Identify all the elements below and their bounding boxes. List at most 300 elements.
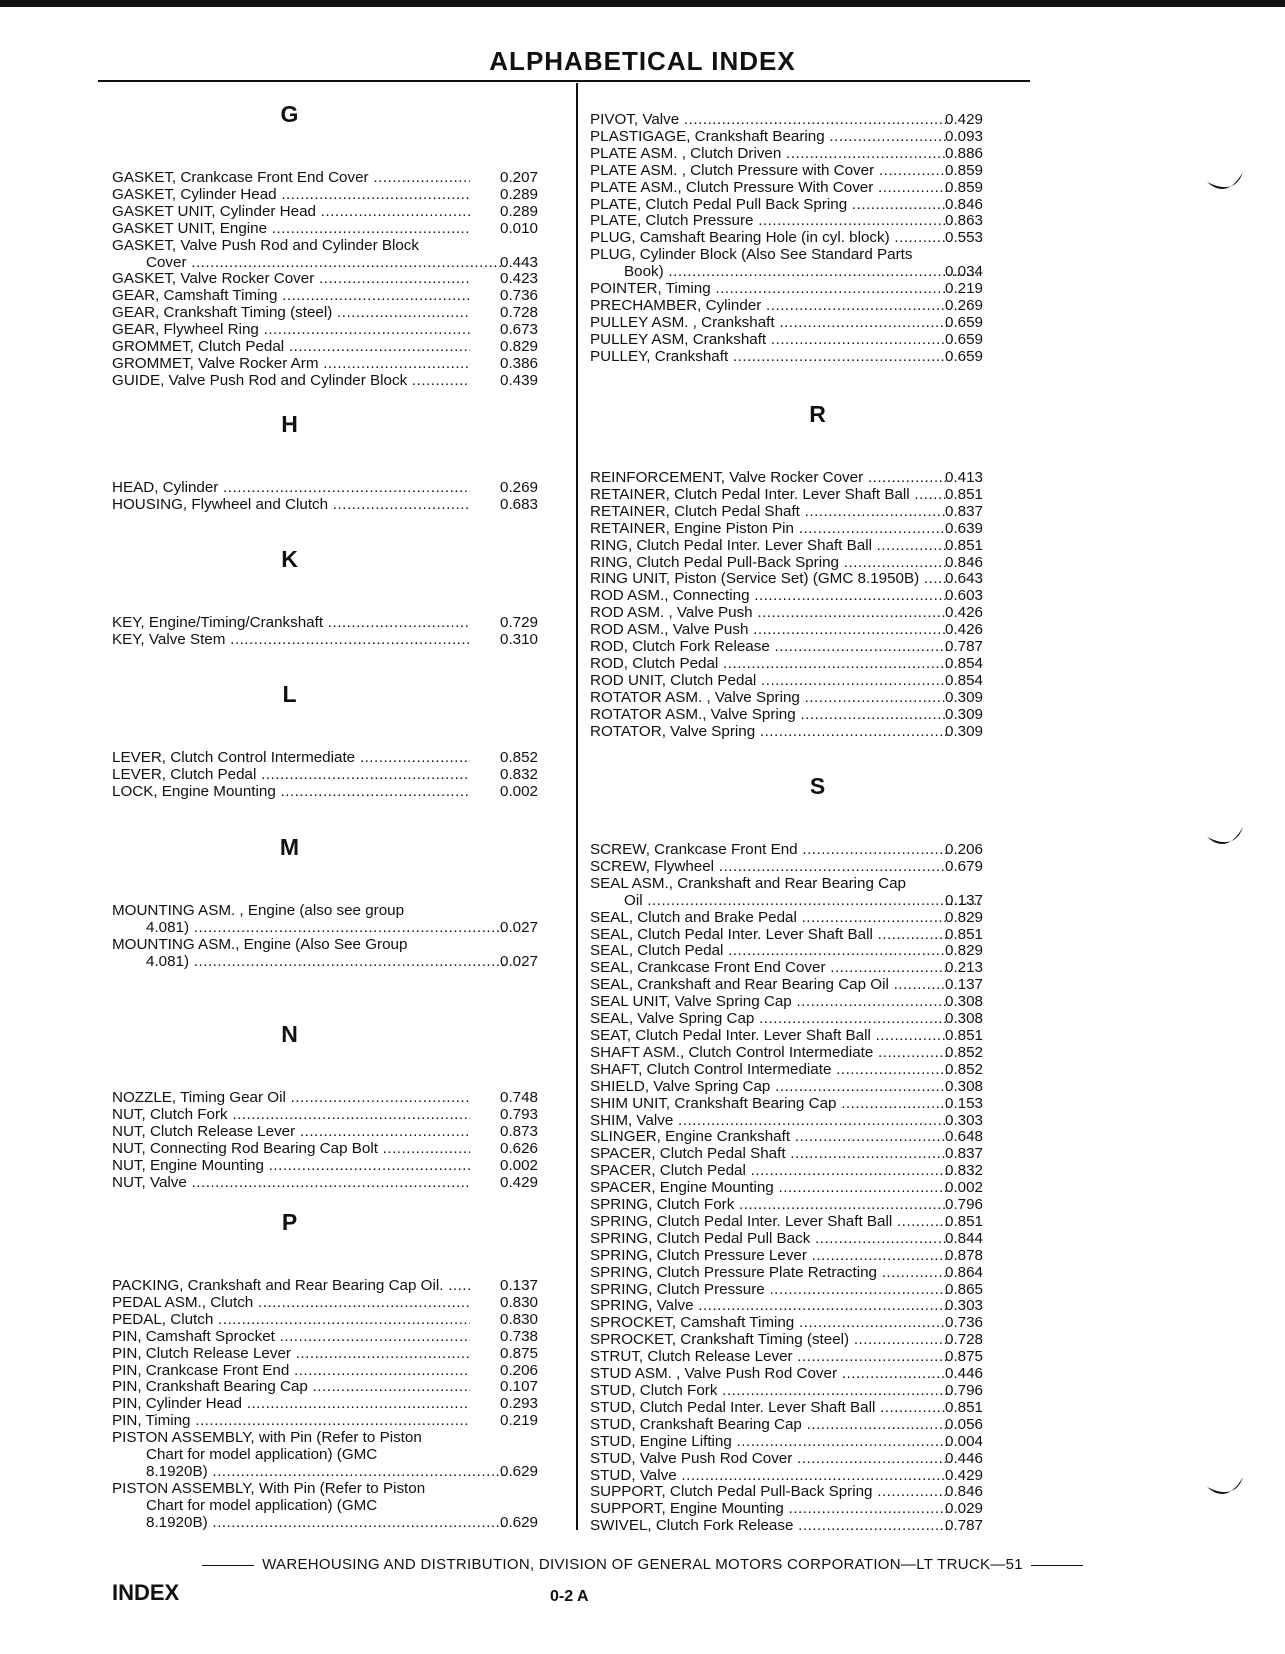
entry-page-ref: 0.829: [945, 908, 984, 926]
index-entry: [112, 1175, 572, 1192]
entry-name: 8.1920B) .....: [112, 1515, 504, 1532]
entry-page-ref: 0.859: [945, 178, 984, 196]
entry-name: PLUG, Cylinder Block (Also See Standard Parts: [590, 247, 913, 264]
entry-page-ref: 0.851: [945, 925, 984, 943]
entry-page-ref: 0.289: [500, 185, 539, 203]
entry-name: SPACER, Clutch Pedal Shaft .....: [590, 1146, 947, 1163]
entry-name: GROMMET, Valve Rocker Arm .....: [112, 356, 470, 373]
index-entry: [590, 538, 1045, 555]
entry-list: [112, 480, 572, 514]
entry-name: SEAL UNIT, Valve Spring Cap .....: [590, 994, 947, 1011]
index-entry: [112, 356, 572, 373]
entry-page-ref: 0.439: [500, 371, 539, 389]
index-entry: [112, 1481, 572, 1498]
index-entry: [590, 487, 1045, 504]
entry-page-ref: 0.673: [500, 321, 539, 339]
index-entry: [590, 656, 1045, 673]
entry-page-ref: 0.309: [945, 688, 984, 706]
index-entry: [590, 1451, 1045, 1468]
index-entry: [590, 639, 1045, 656]
section-p: [112, 1200, 572, 1532]
entry-name: PULLEY ASM. , Crankshaft .....: [590, 315, 947, 332]
index-entry: [112, 1295, 572, 1312]
entry-page-ref: 0.629: [500, 1513, 539, 1531]
index-entry: [112, 1413, 572, 1430]
entry-name: STUD ASM. , Valve Push Rod Cover .....: [590, 1366, 947, 1383]
index-entry: [112, 1379, 572, 1396]
index-entry: [590, 1214, 1045, 1231]
entry-name: STUD, Valve .....: [590, 1468, 947, 1485]
entry-page-ref: 0.851: [945, 536, 984, 554]
index-entry: [590, 1163, 1045, 1180]
entry-name: PIN, Crankcase Front End .....: [112, 1363, 470, 1380]
entry-name: SUPPORT, Clutch Pedal Pull-Back Spring .....: [590, 1484, 947, 1501]
index-entry: [112, 1141, 572, 1158]
entry-page-ref: 0.446: [945, 1365, 984, 1383]
index-entry: [590, 1079, 1045, 1096]
entry-name: ROD ASM. , Valve Push .....: [590, 605, 947, 622]
entry-name: SEAL, Crankcase Front End Cover .....: [590, 960, 947, 977]
entry-name: Chart for model application) (GMC: [146, 1497, 378, 1514]
entry-name: SEAL, Clutch and Brake Pedal .....: [590, 910, 947, 927]
entry-name: SHIM UNIT, Crankshaft Bearing Cap .....: [590, 1096, 947, 1113]
entry-name: PULLEY, Crankshaft .....: [590, 349, 947, 366]
entry-page-ref: 0.303: [945, 1297, 984, 1315]
entry-name: SEAL, Crankshaft and Rear Bearing Cap Oil .....: [590, 977, 947, 994]
index-entry: [112, 1430, 572, 1447]
entry-name: GASKET, Valve Push Rod and Cylinder Block: [112, 237, 419, 254]
entry-page-ref: 0.309: [945, 705, 984, 723]
entry-name: NUT, Engine Mounting .....: [112, 1158, 470, 1175]
entry-name: PIVOT, Valve .....: [590, 112, 947, 129]
entry-page-ref: 0.864: [945, 1263, 984, 1281]
index-entry: [590, 1400, 1045, 1417]
entry-page-ref: 0.429: [500, 1173, 539, 1191]
entry-name: PIN, Timing .....: [112, 1413, 470, 1430]
section-p-continued: [590, 112, 1045, 366]
entry-name: MOUNTING ASM. , Engine (also see group: [112, 903, 405, 919]
entry-page-ref: 0.153: [945, 1094, 984, 1112]
index-entry: [590, 859, 1045, 876]
index-entry: [112, 238, 572, 255]
entry-name: SPRING, Clutch Pressure .....: [590, 1282, 947, 1299]
column-divider: [576, 83, 578, 1530]
entry-page-ref: 0.659: [945, 347, 984, 365]
entry-name: SUPPORT, Engine Mounting .....: [590, 1501, 947, 1518]
entry-name: PLUG, Camshaft Bearing Hole (in cyl. block) .....: [590, 230, 947, 247]
entry-name: POINTER, Timing .....: [590, 281, 947, 298]
index-entry: [112, 1346, 572, 1363]
index-entry: [590, 927, 1045, 944]
index-entry: [590, 724, 1045, 741]
entry-name: GROMMET, Clutch Pedal .....: [112, 339, 470, 356]
entry-page-ref: 0.728: [945, 1331, 984, 1349]
index-entry: [112, 221, 572, 238]
entry-page-ref: 0.829: [945, 942, 984, 960]
entry-name: SPRING, Clutch Pedal Pull Back .....: [590, 1231, 947, 1248]
entry-name: STRUT, Clutch Release Lever .....: [590, 1349, 947, 1366]
entry-name: SHIM, Valve .....: [590, 1113, 947, 1130]
section-k: [112, 537, 572, 649]
entry-list: [112, 903, 572, 971]
index-entry: [590, 1231, 1045, 1248]
entry-page-ref: 0.219: [500, 1412, 539, 1430]
entry-page-ref: 0.308: [945, 1077, 984, 1095]
index-entry: [112, 1090, 572, 1107]
entry-name: RING, Clutch Pedal Pull-Back Spring .....: [590, 555, 947, 572]
entry-page-ref: 0.736: [500, 287, 539, 305]
index-entry: [590, 1315, 1045, 1332]
index-entry: [590, 1096, 1045, 1113]
section-letter: R: [809, 401, 826, 427]
entry-name: PIN, Camshaft Sprocket .....: [112, 1329, 470, 1346]
index-entry: [590, 1197, 1045, 1214]
index-entry: [112, 1515, 572, 1532]
entry-page-ref: 0.107: [500, 1378, 539, 1396]
section-letter: H: [281, 411, 298, 437]
entry-page-ref: 0.829: [500, 338, 539, 356]
index-entry: [112, 305, 572, 322]
index-entry: [590, 298, 1045, 315]
entry-name: ROD UNIT, Clutch Pedal .....: [590, 673, 947, 690]
index-entry: [112, 1498, 572, 1515]
entry-page-ref: 0.851: [945, 1212, 984, 1230]
index-entry: [590, 1349, 1045, 1366]
entry-page-ref: 0.002: [500, 1156, 539, 1174]
footer-text: WAREHOUSING AND DISTRIBUTION, DIVISION OF GENERAL MOTORS CORPORATION—LT TRUCK—51: [262, 1556, 1023, 1573]
entry-name: PIN, Clutch Release Lever .....: [112, 1346, 470, 1363]
index-entry: [590, 213, 1045, 230]
entry-page-ref: 0.846: [945, 1483, 984, 1501]
entry-page-ref: 0.846: [945, 553, 984, 571]
entry-name: ROTATOR, Valve Spring .....: [590, 724, 947, 741]
index-entry: [590, 1366, 1045, 1383]
entry-page-ref: 0.852: [945, 1043, 984, 1061]
entry-list: [590, 470, 1045, 741]
index-entry: [112, 288, 572, 305]
index-entry: [112, 497, 572, 514]
index-entry: [112, 750, 572, 767]
entry-page-ref: 0.837: [945, 1145, 984, 1163]
index-entry: [112, 170, 572, 187]
entry-name: STUD, Valve Push Rod Cover .....: [590, 1451, 947, 1468]
index-entry: [112, 204, 572, 221]
index-entry: [590, 1501, 1045, 1518]
index-entry: [590, 1282, 1045, 1299]
entry-page-ref: 0.603: [945, 587, 984, 605]
entry-page-ref: 0.846: [945, 195, 984, 213]
section-letter: N: [281, 1021, 298, 1047]
index-entry: [112, 784, 572, 801]
index-entry: [590, 943, 1045, 960]
entry-page-ref: 0.309: [945, 722, 984, 740]
entry-page-ref: 0.137: [945, 976, 984, 994]
section-n: [112, 1012, 572, 1191]
entry-page-ref: 0.648: [945, 1128, 984, 1146]
index-entry: [590, 605, 1045, 622]
section-s: [590, 764, 1045, 1535]
entry-name: ROTATOR ASM., Valve Spring .....: [590, 707, 947, 724]
entry-page-ref: 0.293: [500, 1395, 539, 1413]
index-entry: [590, 571, 1045, 588]
index-entry: [590, 521, 1045, 538]
entry-name: SCREW, Flywheel .....: [590, 859, 947, 876]
index-entry: [590, 707, 1045, 724]
entry-page-ref: 0.875: [500, 1344, 539, 1362]
entry-name: LEVER, Clutch Pedal .....: [112, 767, 470, 784]
index-entry: [112, 1396, 572, 1413]
index-entry: [590, 112, 1045, 129]
index-entry: [112, 767, 572, 784]
index-entry: [590, 1113, 1045, 1130]
entry-name: PLASTIGAGE, Crankshaft Bearing .....: [590, 129, 947, 146]
section-letter: P: [281, 1209, 298, 1235]
index-entry: [112, 1158, 572, 1175]
entry-page-ref: 0.626: [500, 1139, 539, 1157]
index-entry: [112, 1107, 572, 1124]
entry-name: PACKING, Crankshaft and Rear Bearing Cap Oil. .....: [112, 1278, 470, 1295]
binder-hole-icon: [1205, 825, 1245, 855]
index-entry: [590, 349, 1045, 366]
entry-name: NUT, Valve .....: [112, 1175, 470, 1192]
entry-page-ref: 0.269: [945, 296, 984, 314]
index-entry: [112, 1278, 572, 1295]
entry-page-ref: 0.851: [945, 1398, 984, 1416]
index-entry: [590, 842, 1045, 859]
entry-page-ref: 0.219: [945, 280, 984, 298]
index-entry: [112, 1124, 572, 1141]
entry-page-ref: 0.793: [500, 1105, 539, 1123]
index-entry: [590, 163, 1045, 180]
entry-name: PULLEY ASM, Crankshaft .....: [590, 332, 947, 349]
entry-name: SCREW, Crankcase Front End .....: [590, 842, 947, 859]
entry-page-ref: 0.729: [500, 614, 539, 631]
entry-page-ref: 0.683: [500, 495, 539, 513]
entry-page-ref: 0.832: [500, 765, 539, 783]
index-entry: [112, 954, 572, 971]
entry-name: RING, Clutch Pedal Inter. Lever Shaft Ball .....: [590, 538, 947, 555]
index-entry: [590, 876, 1045, 893]
entry-page-ref: 0.852: [945, 1060, 984, 1078]
entry-page-ref: 0.027: [500, 918, 539, 936]
entry-page-ref: 0.002: [500, 782, 539, 800]
entry-name: GASKET, Cylinder Head .....: [112, 187, 470, 204]
index-entry: [590, 622, 1045, 639]
index-entry: [590, 673, 1045, 690]
entry-page-ref: 0.206: [945, 841, 984, 858]
entry-name: ROD ASM., Connecting .....: [590, 588, 947, 605]
entry-name: ROD ASM., Valve Push .....: [590, 622, 947, 639]
index-entry: [590, 180, 1045, 197]
index-entry: [590, 994, 1045, 1011]
index-entry: [590, 1248, 1045, 1265]
entry-name: LEVER, Clutch Control Intermediate .....: [112, 750, 470, 767]
entry-page-ref: 0.429: [945, 1466, 984, 1484]
entry-name: GEAR, Camshaft Timing .....: [112, 288, 470, 305]
index-entry: [590, 555, 1045, 572]
entry-page-ref: 0.875: [945, 1348, 984, 1366]
entry-page-ref: 0.830: [500, 1293, 539, 1311]
binder-hole-icon: [1205, 1475, 1245, 1505]
entry-name: RING UNIT, Piston (Service Set) (GMC 8.1950B) .....: [590, 571, 947, 588]
entry-page-ref: 0.639: [945, 519, 984, 537]
entry-page-ref: 0.308: [945, 993, 984, 1011]
binder-hole-icon: [1205, 170, 1245, 200]
entry-name: SPROCKET, Camshaft Timing .....: [590, 1315, 947, 1332]
entry-name: SHIELD, Valve Spring Cap .....: [590, 1079, 947, 1096]
entry-name: GASKET UNIT, Cylinder Head .....: [112, 204, 470, 221]
footer: [0, 1556, 1285, 1573]
index-entry: [590, 470, 1045, 487]
index-entry: [112, 187, 572, 204]
entry-name: Book) .....: [590, 264, 981, 281]
entry-name: GASKET, Valve Rocker Cover .....: [112, 271, 470, 288]
entry-list: [112, 170, 572, 390]
entry-page-ref: 0.736: [945, 1314, 984, 1332]
entry-name: KEY, Engine/Timing/Crankshaft .....: [112, 615, 470, 632]
index-entry: [590, 960, 1045, 977]
entry-page-ref: 0.738: [500, 1327, 539, 1345]
title-rule: [98, 80, 1030, 82]
index-entry: [590, 1484, 1045, 1501]
entry-page-ref: 0.310: [500, 630, 539, 648]
entry-name: STUD, Clutch Fork .....: [590, 1383, 947, 1400]
entry-name: SHAFT ASM., Clutch Control Intermediate .....: [590, 1045, 947, 1062]
entry-page-ref: 0.878: [945, 1246, 984, 1264]
index-entry: [112, 920, 572, 937]
entry-name: SPACER, Clutch Pedal .....: [590, 1163, 947, 1180]
entry-name: ROTATOR ASM. , Valve Spring .....: [590, 690, 947, 707]
entry-page-ref: 0.851: [945, 1026, 984, 1044]
page-title: ALPHABETICAL INDEX: [489, 46, 796, 76]
entry-name: SPACER, Engine Mounting .....: [590, 1180, 947, 1197]
index-entry: [590, 281, 1045, 298]
index-entry: [112, 480, 572, 497]
entry-name: PLATE, Clutch Pedal Pull Back Spring .....: [590, 197, 947, 214]
entry-name: 4.081) .....: [112, 920, 504, 937]
entry-page-ref: 0.004: [945, 1432, 984, 1450]
entry-page-ref: 0.446: [945, 1449, 984, 1467]
entry-name: NOZZLE, Timing Gear Oil .....: [112, 1090, 470, 1107]
entry-page-ref: 0.865: [945, 1280, 984, 1298]
entry-name: PISTON ASSEMBLY, With Pin (Refer to Piston: [112, 1480, 426, 1497]
index-entry: [590, 332, 1045, 349]
entry-name: Cover .....: [112, 255, 504, 272]
entry-page-ref: 0.429: [945, 111, 984, 128]
index-entry: [590, 1468, 1045, 1485]
entry-page-ref: 0.207: [500, 169, 539, 186]
section-g: [112, 92, 572, 390]
index-entry: [112, 373, 572, 390]
entry-page-ref: 0.859: [945, 161, 984, 179]
section-m: [112, 825, 572, 971]
index-entry: [590, 690, 1045, 707]
index-entry: [590, 1028, 1045, 1045]
section-letter: K: [281, 546, 298, 572]
entry-name: HOUSING, Flywheel and Clutch .....: [112, 497, 470, 514]
entry-page-ref: 0.010: [500, 219, 539, 237]
entry-name: KEY, Valve Stem .....: [112, 632, 470, 649]
entry-name: SEAL, Clutch Pedal Inter. Lever Shaft Ball .....: [590, 927, 947, 944]
entry-list: [590, 842, 1045, 1535]
entry-name: REINFORCEMENT, Valve Rocker Cover .....: [590, 470, 947, 487]
entry-name: GASKET, Crankcase Front End Cover .....: [112, 170, 470, 187]
entry-page-ref: 0.303: [945, 1111, 984, 1129]
entry-name: NUT, Clutch Release Lever .....: [112, 1124, 470, 1141]
entry-name: STUD, Engine Lifting .....: [590, 1434, 947, 1451]
index-entry: [112, 615, 572, 632]
entry-name: GASKET UNIT, Engine .....: [112, 221, 470, 238]
entry-list: [112, 1278, 572, 1532]
entry-name: ROD, Clutch Fork Release .....: [590, 639, 947, 656]
entry-page-ref: 0.269: [500, 479, 539, 496]
entry-name: SPROCKET, Crankshaft Timing (steel) .....: [590, 1332, 947, 1349]
section-letter: L: [282, 681, 297, 707]
entry-name: PLATE ASM. , Clutch Pressure with Cover .....: [590, 163, 947, 180]
entry-name: RETAINER, Clutch Pedal Shaft .....: [590, 504, 947, 521]
entry-name: SPRING, Clutch Fork .....: [590, 1197, 947, 1214]
index-entry: [590, 1045, 1045, 1062]
entry-name: RETAINER, Clutch Pedal Inter. Lever Shaft Ball .....: [590, 487, 947, 504]
entry-page-ref: 0.679: [945, 857, 984, 875]
entry-name: HEAD, Cylinder .....: [112, 480, 470, 497]
entry-page-ref: 0.308: [945, 1010, 984, 1028]
entry-name: SPRING, Valve .....: [590, 1298, 947, 1315]
entry-page-ref: 0.787: [945, 638, 984, 656]
section-h: [112, 402, 572, 514]
entry-name: LOCK, Engine Mounting .....: [112, 784, 470, 801]
entry-name: GEAR, Crankshaft Timing (steel) .....: [112, 305, 470, 322]
index-entry: [590, 1180, 1045, 1197]
entry-page-ref: 0.796: [945, 1196, 984, 1214]
entry-page-ref: 0.832: [945, 1162, 984, 1180]
entry-name: ROD, Clutch Pedal .....: [590, 656, 947, 673]
entry-name: GUIDE, Valve Push Rod and Cylinder Block .....: [112, 373, 470, 390]
entry-list: [112, 750, 572, 801]
entry-name: SWIVEL, Clutch Fork Release .....: [590, 1518, 947, 1535]
entry-name: PLATE ASM., Clutch Pressure With Cover .....: [590, 180, 947, 197]
index-entry: [590, 1332, 1045, 1349]
entry-name: 4.081) .....: [112, 954, 504, 971]
entry-page-ref: 0.854: [945, 671, 984, 689]
index-entry: [590, 1265, 1045, 1282]
entry-list: [590, 112, 1045, 366]
section-r: [590, 392, 1045, 741]
index-entry: [112, 322, 572, 339]
entry-page-ref: 0.426: [945, 621, 984, 639]
entry-name: MOUNTING ASM., Engine (Also See Group: [112, 936, 408, 953]
index-entry: [590, 129, 1045, 146]
entry-page-ref: 0.002: [945, 1179, 984, 1197]
entry-name: SEAT, Clutch Pedal Inter. Lever Shaft Ball .....: [590, 1028, 947, 1045]
index-entry: [590, 315, 1045, 332]
index-entry: [112, 903, 572, 920]
index-entry: [112, 1329, 572, 1346]
entry-page-ref: 0.837: [945, 502, 984, 520]
entry-page-ref: 0.844: [945, 1229, 984, 1247]
index-entry: [590, 1062, 1045, 1079]
entry-page-ref: 0.830: [500, 1310, 539, 1328]
entry-name: PLATE ASM. , Clutch Driven .....: [590, 146, 947, 163]
entry-page-ref: 0.659: [945, 313, 984, 331]
index-entry: [112, 271, 572, 288]
entry-name: PIN, Cylinder Head .....: [112, 1396, 470, 1413]
entry-page-ref: 0.289: [500, 202, 539, 220]
entry-name: 8.1920B) .....: [112, 1464, 504, 1481]
footer-dash-right: [1031, 1565, 1083, 1566]
section-l: [112, 672, 572, 801]
entry-name: SEAL, Valve Spring Cap .....: [590, 1011, 947, 1028]
